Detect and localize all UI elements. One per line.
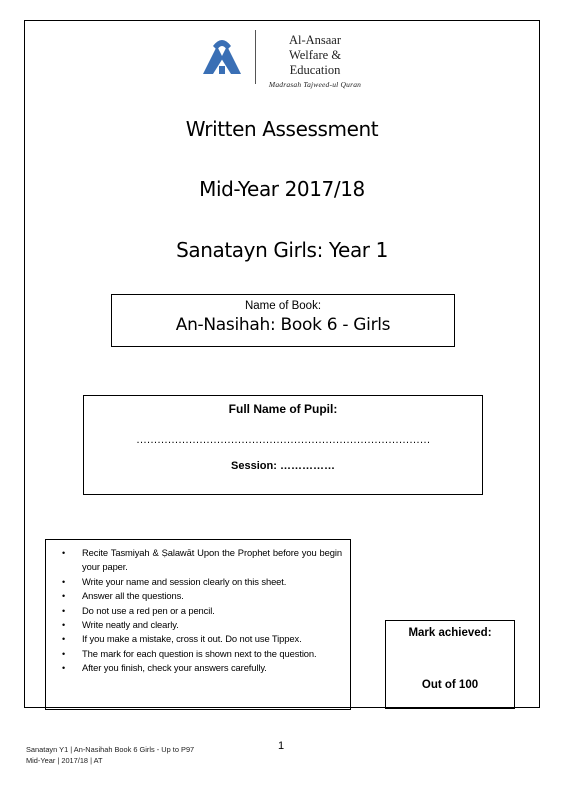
session-field[interactable]: Session: …………… <box>231 460 335 472</box>
instruction-item: • If you make a mistake, cross it out. Do not use Tippex. <box>82 632 342 646</box>
org-name-line1: Al-Ansaar <box>288 33 342 47</box>
footer-line1: Sanatayn Y1 | An-Nasihah Book 6 Girls - Up to P97 <box>26 745 195 754</box>
instruction-item: • Answer all the questions. <box>82 589 342 603</box>
class-name: Sanatayn Girls: Year 1 <box>176 238 388 262</box>
pupil-details-box <box>83 395 483 495</box>
pupil-name-label: Full Name of Pupil: <box>228 402 338 416</box>
instruction-item: • Write neatly and clearly. <box>82 618 342 632</box>
assessment-title: Written Assessment <box>185 117 379 141</box>
book-name: An-Nasihah: Book 6 - Girls <box>175 315 391 335</box>
organisation-emblem-icon <box>199 36 245 76</box>
footer-line2: Mid-Year | 2017/18 | AT <box>26 756 103 765</box>
instructions-box <box>45 539 351 710</box>
mark-label: Mark achieved: <box>408 627 492 639</box>
pupil-name-field[interactable]: ………………………………………………………………………… <box>136 434 430 446</box>
organisation-logo <box>199 30 379 89</box>
instructions-list <box>60 546 342 676</box>
mark-out-of: Out of 100 <box>421 679 479 691</box>
instruction-item: • The mark for each question is shown next to the question. <box>82 647 342 661</box>
logo-divider <box>255 30 256 84</box>
book-label: Name of Book: <box>244 300 322 312</box>
instruction-item: • Write your name and session clearly on this sheet. <box>82 575 342 589</box>
instruction-item: • Recite Tasmiyah & Ṣalawāt Upon the Prophet before you begin your paper. <box>82 546 342 575</box>
mark-achieved-box <box>385 620 515 709</box>
org-name-line3: Madrasah Tajweed-ul Quran <box>268 80 362 89</box>
footer-info <box>26 744 194 766</box>
page-number: 1 <box>278 740 285 752</box>
organisation-name <box>265 33 365 91</box>
instruction-item: • Do not use a red pen or a pencil. <box>82 604 342 618</box>
instruction-item: • After you finish, check your answers carefully. <box>82 661 342 675</box>
org-name-line2: Welfare & Education <box>288 48 342 77</box>
assessment-period: Mid-Year 2017/18 <box>199 177 365 201</box>
book-name-box <box>111 294 455 347</box>
